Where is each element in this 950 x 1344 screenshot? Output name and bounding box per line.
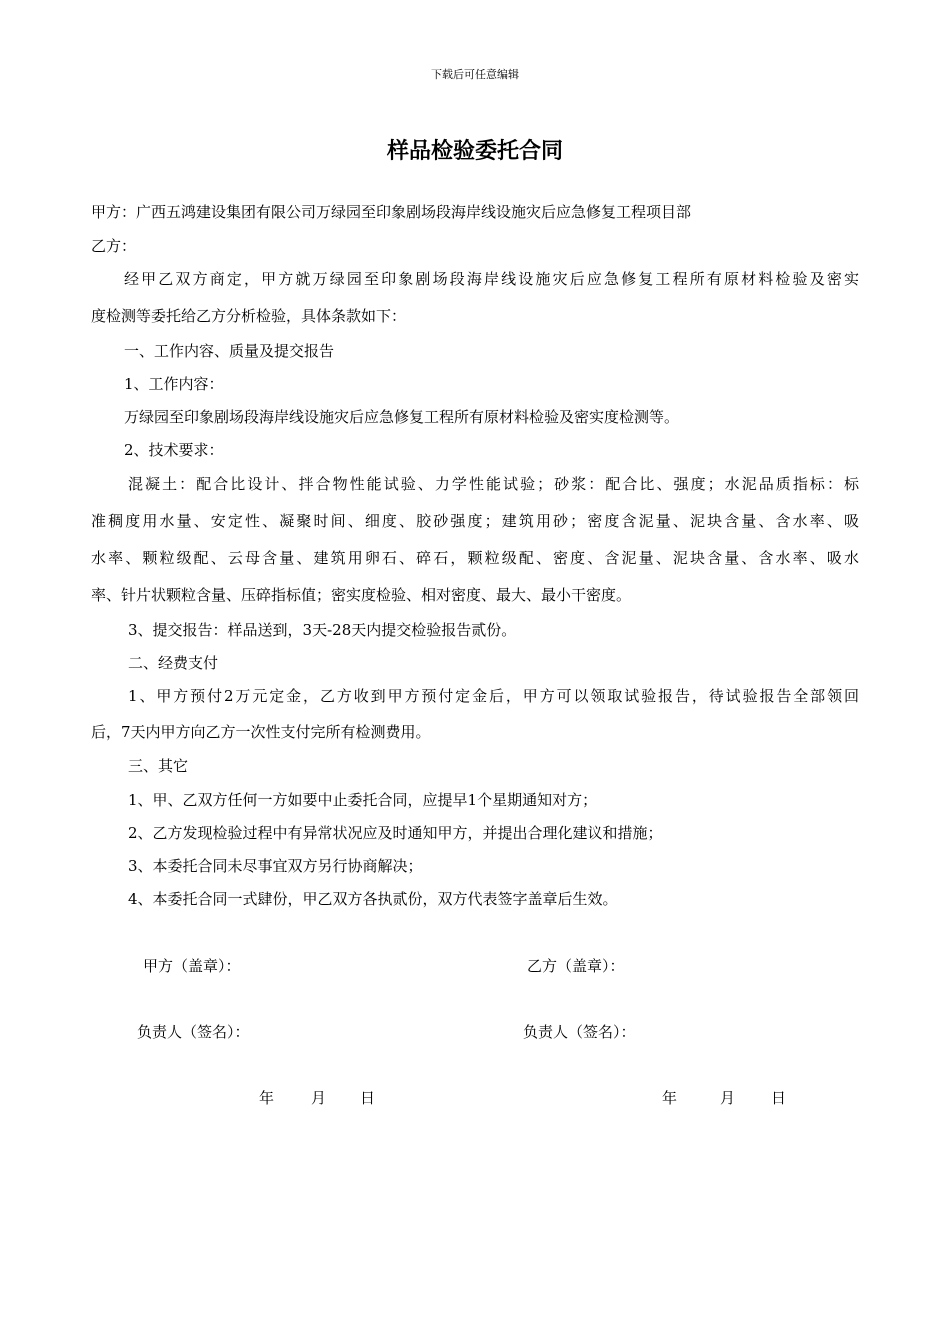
party-b-signature-label: 负责人（签名）：: [523, 1023, 636, 1041]
work-content-label: 1、工作内容：: [124, 375, 224, 393]
section1-heading: 一、工作内容、质量及提交报告: [124, 342, 335, 360]
party-b-line: 乙方：: [91, 237, 137, 255]
other-item: 2、乙方发现检验过程中有异常状况应及时通知甲方，并提出合理化建议和措施；: [128, 824, 663, 842]
tech-requirements-label: 2、技术要求：: [124, 441, 224, 459]
header-note: 下载后可任意编辑: [431, 68, 519, 81]
intro-line-1: 经甲乙双方商定，甲方就万绿园至印象剧场段海岸线设施灾后应急修复工程所有原材料检验及密实: [124, 270, 859, 288]
party-b-date-day: 日: [771, 1089, 787, 1107]
party-a-seal-label: 甲方（盖章）：: [143, 957, 241, 975]
party-b-date-year: 年: [662, 1089, 678, 1107]
payment-line-1: 1、甲方预付2万元定金，乙方收到甲方预付定金后，甲方可以领取试验报告，待试验报告全部领回: [128, 687, 859, 705]
tech-requirements-line-4: 率、针片状颗粒含量、压碎指标值；密实度检验、相对密度、最大、最小干密度。: [91, 586, 632, 604]
party-a-date-day: 日: [360, 1089, 376, 1107]
document-title: 样品检验委托合同: [386, 139, 563, 164]
work-content-text: 万绿园至印象剧场段海岸线设施灾后应急修复工程所有原材料检验及密实度检测等。: [124, 408, 680, 426]
tech-requirements-line-3: 水率、颗粒级配、云母含量、建筑用卵石、碎石，颗粒级配、密度、含泥量、泥块含量、含水率、吸水: [91, 549, 859, 567]
tech-requirements-line-2: 准稠度用水量、安定性、凝聚时间、细度、胶砂强度；建筑用砂；密度含泥量、泥块含量、含水率、吸: [91, 512, 859, 530]
other-item: 4、本委托合同一式肆份，甲乙双方各执贰份，双方代表签字盖章后生效。: [128, 890, 618, 908]
section2-heading: 二、经费支付: [128, 654, 219, 672]
other-item: 1、甲、乙双方任何一方如要中止委托合同，应提早1个星期通知对方；: [128, 791, 598, 809]
party-a-line: 甲方：广西五鸿建设集团有限公司万绿园至印象剧场段海岸线设施灾后应急修复工程项目部: [91, 203, 692, 221]
party-a-date-month: 月: [311, 1089, 327, 1107]
submit-report-line: 3、提交报告：样品送到，3天-28天内提交检验报告贰份。: [128, 621, 517, 639]
party-a-date-year: 年: [259, 1089, 275, 1107]
tech-requirements-line-1: 混凝土：配合比设计、拌合物性能试验、力学性能试验；砂浆：配合比、强度；水泥品质指标：标: [128, 475, 859, 493]
other-item: 3、本委托合同未尽事宜双方另行协商解决；: [128, 857, 423, 875]
party-b-seal-label: 乙方（盖章）：: [527, 957, 625, 975]
intro-line-2: 度检测等委托给乙方分析检验，具体条款如下：: [91, 307, 407, 325]
section3-heading: 三、其它: [128, 757, 189, 775]
party-b-date-month: 月: [720, 1089, 736, 1107]
payment-line-2: 后，7天内甲方向乙方一次性支付完所有检测费用。: [91, 723, 431, 741]
party-a-signature-label: 负责人（签名）：: [137, 1023, 250, 1041]
